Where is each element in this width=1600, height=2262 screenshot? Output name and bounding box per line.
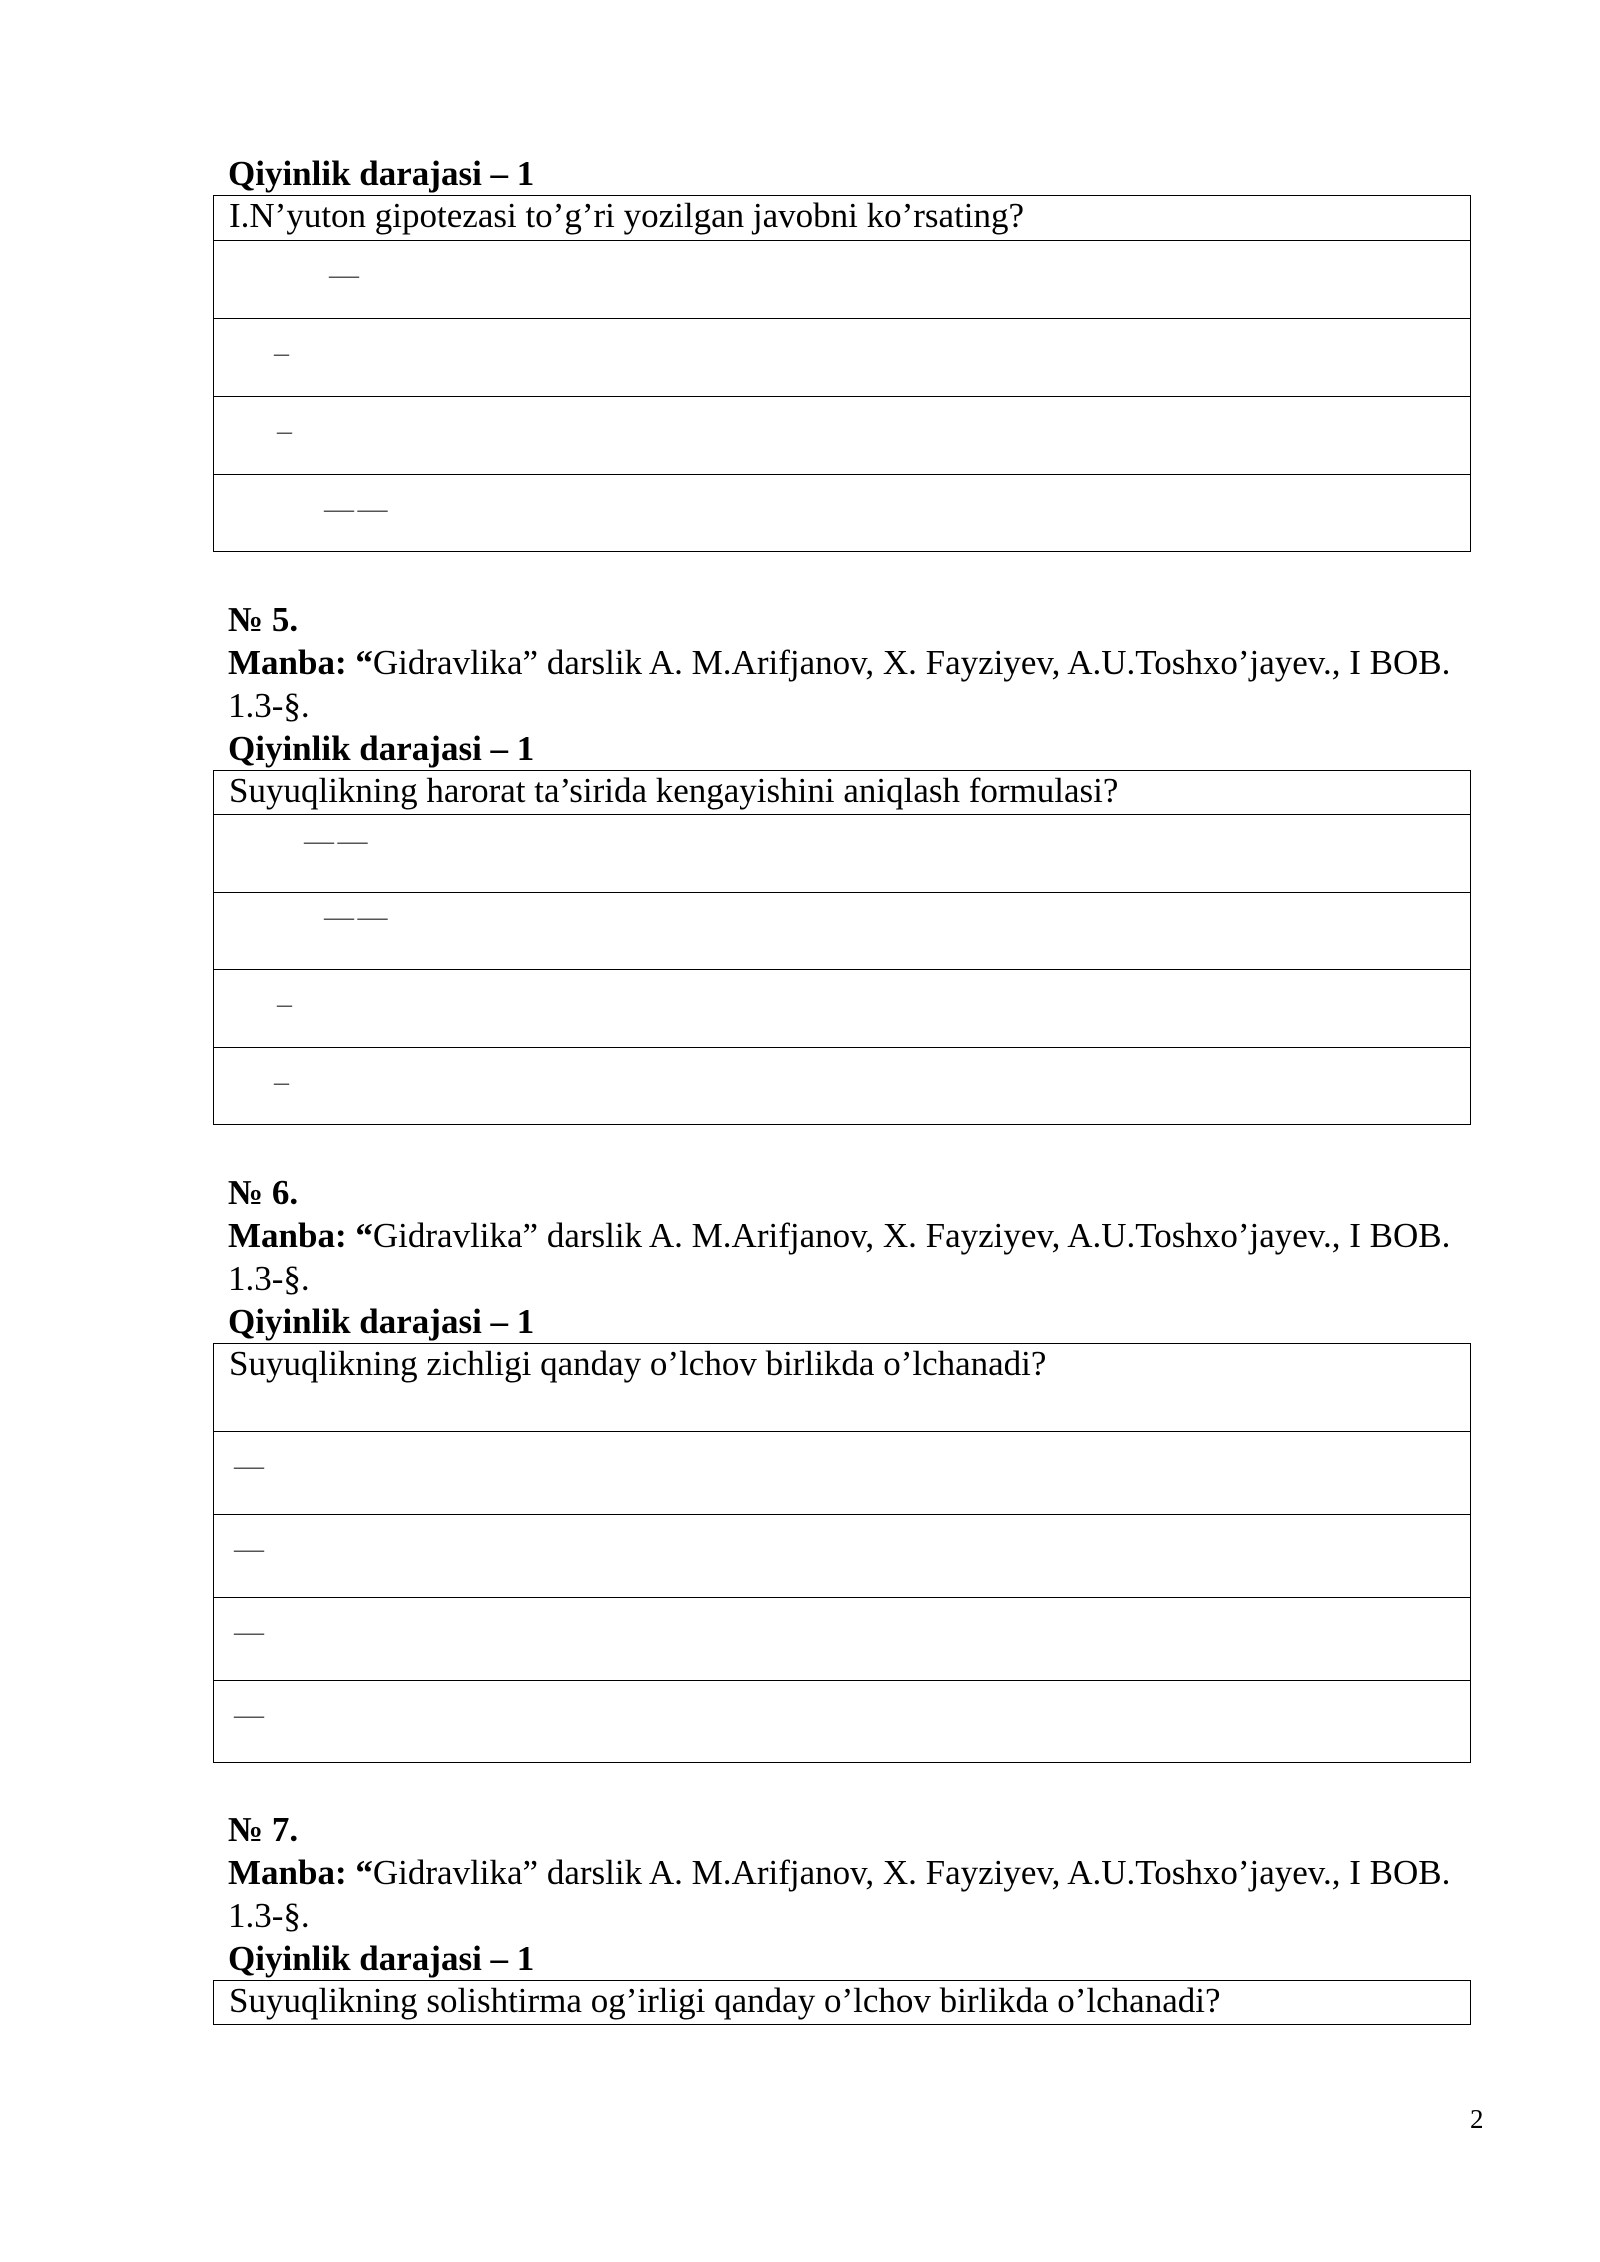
- question-table: [213, 1980, 1471, 2025]
- formula-placeholder: —: [234, 1449, 262, 1482]
- answer-option: [214, 893, 1471, 970]
- answer-option: [214, 1048, 1471, 1125]
- formula-placeholder: —: [234, 1698, 262, 1731]
- question-table: [213, 770, 1471, 1125]
- difficulty-level: Qiyinlik darajasi – 1: [228, 1302, 535, 1341]
- difficulty-level: Qiyinlik darajasi – 1: [228, 729, 535, 768]
- formula-placeholder: –: [277, 414, 290, 447]
- source-label: Manba: “: [228, 1853, 373, 1892]
- difficulty-level: Qiyinlik darajasi – 1: [228, 154, 535, 193]
- answer-option: [214, 1681, 1471, 1763]
- source-text: Gidravlika” darslik A. M.Arifjanov, X. Fayziyev, A.U.Toshxo’jayev., I BOB. 1.3-§.: [228, 643, 1451, 725]
- formula-placeholder: — —: [324, 492, 386, 525]
- answer-option: [214, 319, 1471, 397]
- question-text: I.N’yuton gipotezasi to’g’ri yozilgan javobni ko’rsating?: [214, 196, 1471, 241]
- formula-placeholder: –: [274, 336, 287, 369]
- question-table: [213, 195, 1471, 552]
- formula-placeholder: –: [274, 1065, 287, 1098]
- formula-placeholder: —: [234, 1532, 262, 1565]
- formula-placeholder: –: [277, 987, 290, 1020]
- question-text: Suyuqlikning solishtirma og’irligi qanday o’lchov birlikda o’lchanadi?: [214, 1981, 1471, 2025]
- page-number: 2: [1470, 2104, 1484, 2134]
- question-table: [213, 1343, 1471, 1763]
- formula-placeholder: — —: [324, 900, 386, 933]
- answer-option: [214, 475, 1471, 552]
- question-number: № 6.: [228, 1173, 299, 1212]
- difficulty-level: Qiyinlik darajasi – 1: [228, 1939, 535, 1978]
- answer-option: [214, 1515, 1471, 1598]
- source-text: Gidravlika” darslik A. M.Arifjanov, X. Fayziyev, A.U.Toshxo’jayev., I BOB. 1.3-§.: [228, 1853, 1451, 1935]
- formula-placeholder: — —: [304, 824, 366, 857]
- answer-option: [214, 1598, 1471, 1681]
- answer-option: [214, 1432, 1471, 1515]
- answer-option: [214, 970, 1471, 1048]
- formula-placeholder: —: [329, 258, 357, 291]
- question-text: Suyuqlikning zichligi qanday o’lchov birlikda o’lchanadi?: [214, 1344, 1471, 1432]
- source-line: [228, 1851, 1478, 1937]
- question-number: № 5.: [228, 600, 299, 639]
- answer-option: [214, 815, 1471, 893]
- source-text: Gidravlika” darslik A. M.Arifjanov, X. Fayziyev, A.U.Toshxo’jayev., I BOB. 1.3-§.: [228, 1216, 1451, 1298]
- source-line: [228, 641, 1478, 727]
- source-line: [228, 1214, 1478, 1300]
- answer-option: [214, 397, 1471, 475]
- question-text: Suyuqlikning harorat ta’sirida kengayishini aniqlash formulasi?: [214, 771, 1471, 815]
- source-label: Manba: “: [228, 1216, 373, 1255]
- answer-option: [214, 241, 1471, 319]
- formula-placeholder: —: [234, 1615, 262, 1648]
- source-label: Manba: “: [228, 643, 373, 682]
- question-number: № 7.: [228, 1810, 299, 1849]
